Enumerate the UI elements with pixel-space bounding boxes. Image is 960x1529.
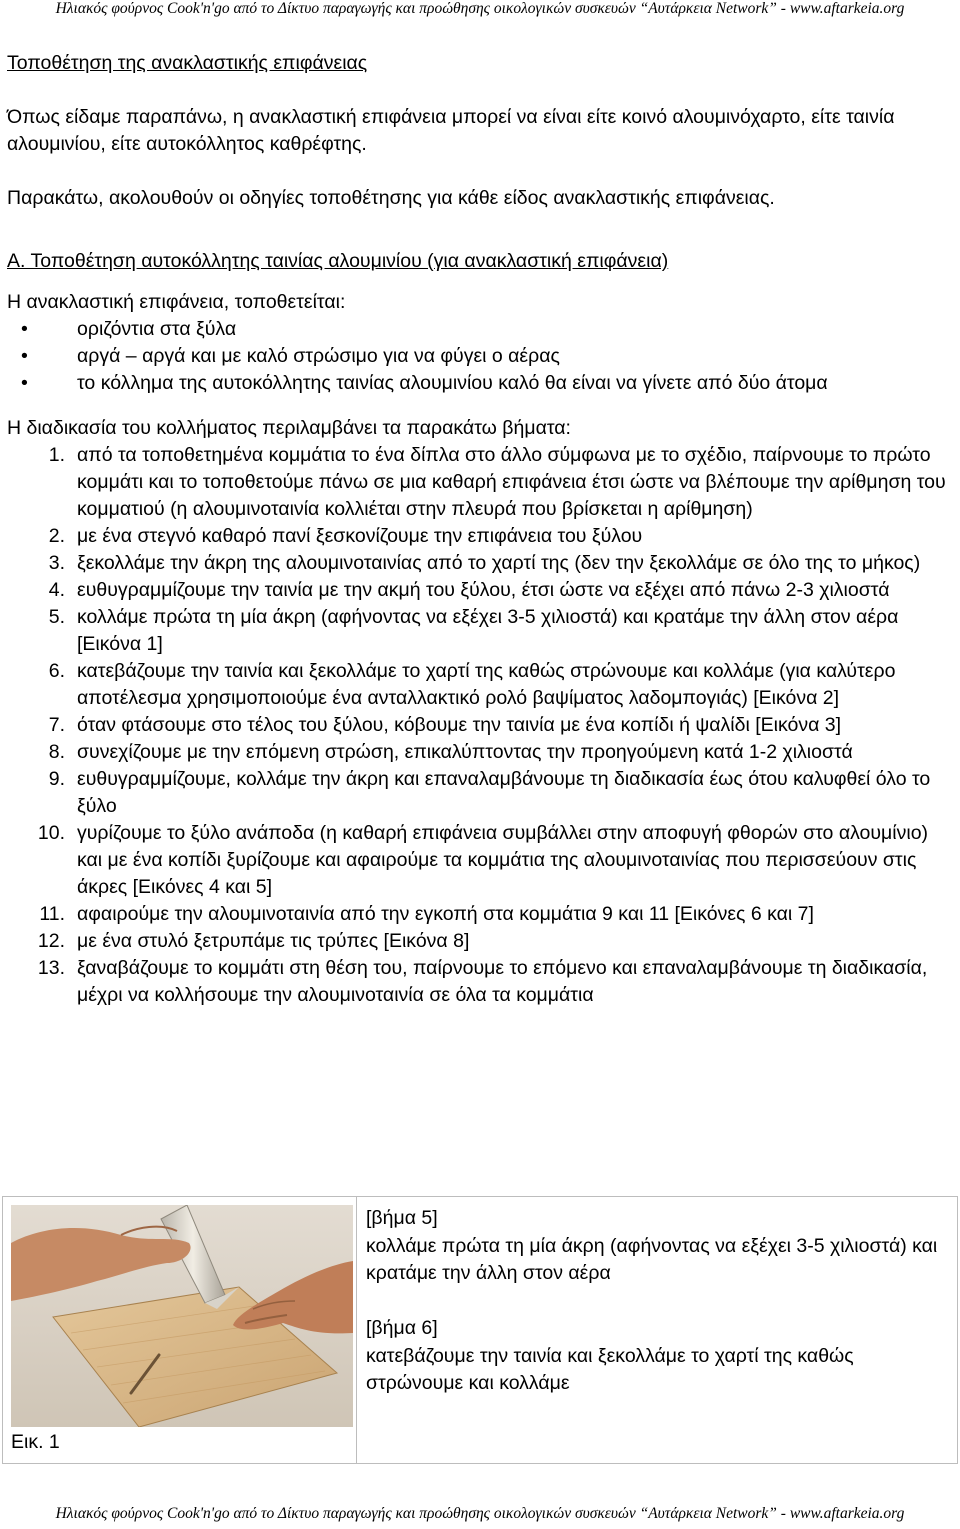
step-item — [7, 712, 947, 739]
step-number: 13. — [37, 957, 65, 979]
list-item-text: αργά – αργά και με καλό στρώσιμο για να φύγει ο αέρας — [77, 345, 560, 367]
list-item — [7, 370, 947, 397]
step-number: 6. — [48, 660, 65, 682]
figure-step-notes — [366, 1205, 951, 1398]
running-footer: Ηλιακός φούρνος Cook'n'go από το Δίκτυο παραγωγής και προώθησης οικολογικών συσκευών “Αυτάρκεια Network” - www.aftarkeia.org — [55, 1505, 905, 1522]
step5-label: [βήμα 5] — [366, 1207, 438, 1229]
step-text: ευθυγραμμίζουμε την ταινία με την ακμή του ξύλου, έτσι ώστε να εξέχει από πάνω 2-3 χιλιοστά — [77, 579, 890, 601]
step-item — [7, 577, 947, 604]
bullet-marker: • — [21, 372, 28, 394]
step-text: κολλάμε πρώτα τη μία άκρη (αφήνοντας να εξέχει 3-5 χιλιοστά) και κρατάμε την άλλη στον αέρα [Εικόνα 1] — [77, 606, 899, 655]
list-item-text: οριζόντια στα ξύλα — [77, 318, 237, 340]
step6-label: [βήμα 6] — [366, 1317, 438, 1339]
step-item — [7, 820, 947, 901]
spacer — [366, 1288, 951, 1316]
step-number: 8. — [48, 741, 65, 763]
step-item — [7, 442, 947, 523]
list-item-text: το κόλλημα της αυτοκόλλητης ταινίας αλουμινίου καλό θα είναι να γίνετε από δύο άτομα — [77, 372, 828, 394]
step-text: γυρίζουμε το ξύλο ανάποδα (η καθαρή επιφάνεια συμβάλλει στην αποφυγή φθορών στο αλουμίνιο) και με ένα κοπίδι ξυρίζουμε και αφαιρούμε τα κομμάτια της αλουμινοταινίας που περισσεύουν στις άκρες [Εικόνες 4 και 5] — [77, 822, 929, 898]
placement-intro: Η ανακλαστική επιφάνεια, τοποθετείται: — [7, 291, 346, 313]
table-divider — [356, 1197, 357, 1463]
placement-list — [7, 316, 947, 397]
list-item — [7, 316, 947, 343]
steps-intro: Η διαδικασία του κολλήματος περιλαμβάνει τα παρακάτω βήματα: — [7, 417, 571, 439]
section-title: Τοποθέτηση της ανακλαστικής επιφάνειας — [7, 52, 368, 74]
step-item — [7, 766, 947, 820]
step-number: 4. — [48, 579, 65, 601]
step-text: ξαναβάζουμε το κομμάτι στη θέση του, παίρνουμε το επόμενο και επαναλαμβάνουμε τη διαδικασία, μέχρι να κολλήσουμε την αλουμινοταινία σε όλα τα κομμάτια — [77, 957, 928, 1006]
step-item — [7, 523, 947, 550]
intro-paragraph: Όπως είδαμε παραπάνω, η ανακλαστική επιφάνεια μπορεί να είναι είτε κοινό αλουμινόχαρτο, είτε ταινία αλουμινίου, είτε αυτοκόλλητος καθρέφτης. — [7, 106, 895, 155]
step6-text: κατεβάζουμε την ταινία και ξεκολλάμε το χαρτί της καθώς στρώνουμε και κολλάμε — [366, 1344, 854, 1394]
step-text: από τα τοποθετημένα κομμάτια το ένα δίπλα στο άλλο σύμφωνα με το σχέδιο, παίρνουμε το πρώτο κομμάτι και το τοποθετούμε πάνω σε μια καθαρή επιφάνεια έτσι ώστε να βλέπουμε την αρίθμηση του κομματιού (η αλουμινοταινία κολλιέται στην πλευρά που βρίσκεται η αρίθμηση) — [77, 444, 946, 520]
figure-caption: Εικ. 1 — [11, 1431, 60, 1453]
bullet-marker: • — [21, 318, 28, 340]
step-text: με ένα στεγνό καθαρό πανί ξεσκονίζουμε την επιφάνεια του ξύλου — [77, 525, 643, 547]
bullet-marker: • — [21, 345, 28, 367]
list-item — [7, 343, 947, 370]
running-header: Ηλιακός φούρνος Cook'n'go από το Δίκτυο παραγωγής και προώθησης οικολογικών συσκευών “Αυτάρκεια Network” - www.aftarkeia.org — [55, 0, 905, 17]
step-item — [7, 955, 947, 1009]
step-item — [7, 901, 947, 928]
step-text: κατεβάζουμε την ταινία και ξεκολλάμε το χαρτί της καθώς στρώνουμε και κολλάμε (για καλύτερο αποτέλεσμα χρησιμοποιούμε ένα ανταλλακτικό ρολό βαψίματος λαδομπογιάς) [Εικόνα 2] — [77, 660, 896, 709]
subsection-title: Α. Τοποθέτηση αυτοκόλλητης ταινίας αλουμινίου (για ανακλαστική επιφάνεια) — [7, 250, 669, 272]
document-body — [7, 50, 947, 1009]
step-text: όταν φτάσουμε στο τέλος του ξύλου, κόβουμε την ταινία με ένα κοπίδι ή ψαλίδι [Εικόνα 3] — [77, 714, 842, 736]
step-text: με ένα στυλό ξετρυπάμε τις τρύπες [Εικόνα 8] — [77, 930, 470, 952]
instructions-intro: Παρακάτω, ακολουθούν οι οδηγίες τοποθέτησης για κάθε είδος ανακλαστικής επιφάνειας. — [7, 187, 775, 209]
step-item — [7, 658, 947, 712]
step-number: 7. — [48, 714, 65, 736]
figure-photo — [11, 1205, 353, 1427]
figure-table — [2, 1196, 958, 1464]
step-item — [7, 928, 947, 955]
step-number: 12. — [37, 930, 65, 952]
step-number: 5. — [48, 606, 65, 628]
step-text: συνεχίζουμε με την επόμενη στρώση, επικαλύπτοντας την προηγούμενη κατά 1-2 χιλιοστά — [77, 741, 853, 763]
step-number: 3. — [48, 552, 65, 574]
step-item — [7, 739, 947, 766]
steps-list — [7, 442, 947, 1009]
step-number: 10. — [37, 822, 65, 844]
step-number: 9. — [48, 768, 65, 790]
step-text: ευθυγραμμίζουμε, κολλάμε την άκρη και επαναλαμβάνουμε τη διαδικασία έως ότου καλυφθεί όλο το ξύλο — [77, 768, 931, 817]
step-item — [7, 604, 947, 658]
step-text: αφαιρούμε την αλουμινοταινία από την εγκοπή στα κομμάτια 9 και 11 [Εικόνες 6 και 7] — [77, 903, 814, 925]
step-number: 1. — [48, 444, 65, 466]
step-text: ξεκολλάμε την άκρη της αλουμινοταινίας από το χαρτί της (δεν την ξεκολλάμε σε όλο της το μήκος) — [77, 552, 921, 574]
step-number: 2. — [48, 525, 65, 547]
step5-text: κολλάμε πρώτα τη μία άκρη (αφήνοντας να εξέχει 3-5 χιλιοστά) και κρατάμε την άλλη στον αέρα — [366, 1234, 938, 1284]
step-item — [7, 550, 947, 577]
step-number: 11. — [39, 903, 65, 925]
